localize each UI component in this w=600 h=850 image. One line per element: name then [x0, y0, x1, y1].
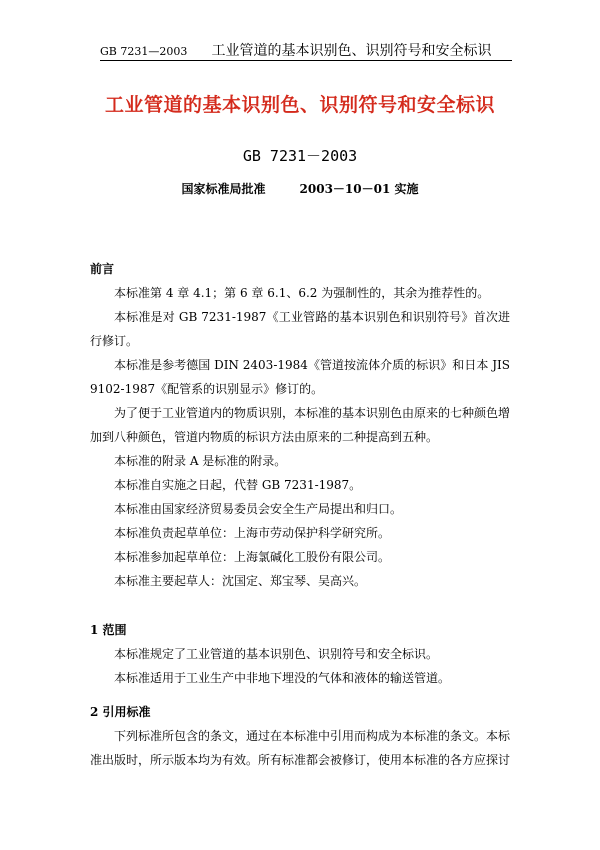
foreword-paragraph: 本标准负责起草单位：上海市劳动保护科学研究所。: [114, 526, 391, 540]
effective-date: 2003－10－01 实施: [299, 182, 419, 196]
header-standard-code: GB 7231—2003: [100, 45, 188, 58]
foreword-paragraph: 本标准是对 GB 7231-1987《工业管路的基本识别色和识别符号》首次进行修订。: [90, 310, 510, 348]
foreword-paragraph: 本标准是参考德国 DIN 2403-1984《管道按流体介质的标识》和日本 JIS 9102-1987《配管系的识别显示》修订的。: [90, 358, 510, 396]
approval-line: [0, 180, 600, 197]
section-2-paragraph: 下列标准所包含的条文，通过在本标准中引用而构成为本标准的条文。本标准出版时，所示版本均为有效。所有标准都会被修订，使用本标准的各方应探讨: [90, 729, 511, 767]
foreword-paragraph: 本标准由国家经济贸易委员会安全生产局提出和归口。: [114, 502, 403, 516]
section-1-heading: 1 范围: [90, 623, 127, 637]
foreword-paragraph: 为了便于工业管道内的物质识别，本标准的基本识别色由原来的七种颜色增加到八种颜色，管道内物质的标识方法由原来的二种提高到五种。: [90, 406, 511, 444]
header-title: 工业管道的基本识别色、识别符号和安全标识: [211, 43, 492, 59]
document-title: 工业管道的基本识别色、识别符号和安全标识: [104, 94, 495, 116]
foreword-paragraph: 本标准主要起草人：沈国定、郑宝琴、吴高兴。: [114, 574, 367, 588]
running-header: [100, 40, 512, 61]
approval-authority: 国家标准局批准: [181, 182, 266, 196]
foreword-paragraph: 本标准参加起草单位：上海氯碱化工股份有限公司。: [114, 550, 391, 564]
section-1-paragraph: 本标准适用于工业生产中非地下埋没的气体和液体的输送管道。: [114, 671, 451, 685]
foreword-paragraph: 本标准的附录 A 是标准的附录。: [114, 454, 287, 468]
section-1-paragraph: 本标准规定了工业管道的基本识别色、识别符号和安全标识。: [114, 647, 439, 661]
standard-number: GB 7231－2003: [242, 147, 358, 165]
document-body: [90, 257, 510, 772]
section-2-heading: 2 引用标准: [90, 705, 151, 719]
foreword-paragraph: 本标准自实施之日起，代替 GB 7231-1987。: [114, 478, 362, 492]
foreword-heading: 前言: [90, 262, 115, 276]
foreword-paragraph: 本标准第 4 章 4.1；第 6 章 6.1、6.2 为强制性的，其余为推荐性的。: [114, 286, 490, 300]
